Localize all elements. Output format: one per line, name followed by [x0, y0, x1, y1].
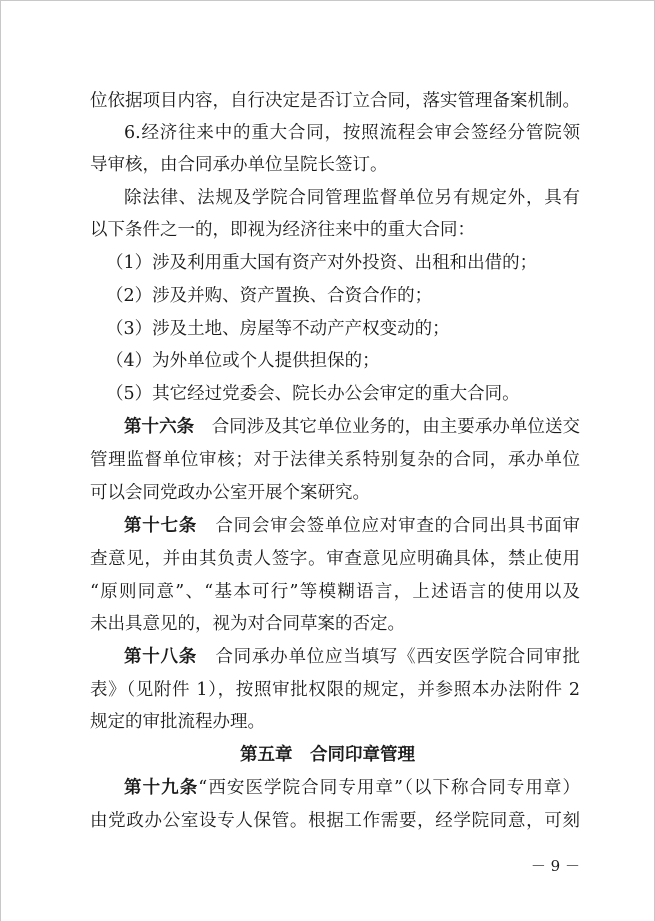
page-number: － 9 － [530, 857, 580, 875]
page-border-left [0, 0, 1, 921]
article-18-line-3: 规定的审批流程办理。 [90, 712, 265, 732]
list-item: （3）涉及土地、房屋等不动产产权变动的； [106, 319, 450, 339]
article-17-line-1 [124, 515, 580, 537]
article-17-line-2: 查意见，并由其负责人签字。审查意见应明确具体，禁止使用 [90, 549, 580, 569]
article-17-label: 第十七条 [124, 516, 198, 536]
article-16-line-2: 管理监督单位审核；对于法律关系特别复杂的合同，承办单位 [90, 450, 580, 470]
article-18-label: 第十八条 [124, 647, 198, 667]
list-item: （1）涉及利用重大国有资产对外投资、出租和出借的； [106, 253, 538, 273]
article-19-line-2: 由党政办公室设专人保管。根据工作需要，经学院同意，可刻 [90, 811, 580, 831]
list-item: （4）为外单位或个人提供担保的； [106, 351, 380, 371]
article-19-label: 第十九条 [124, 778, 199, 798]
list-item: （5）其它经过党委会、院长办公会审定的重大合同。 [106, 384, 520, 404]
article-19-line-1 [124, 777, 580, 799]
article-18-line-2: 表》（见附件 1），按照审批权限的规定，并参照本办法附件 2 [90, 680, 580, 700]
article-16-line-1 [124, 416, 580, 438]
article-18-text: 合同承办单位应当填写《西安医学院合同审批 [215, 647, 581, 667]
article-18-line-1 [124, 646, 580, 668]
item-6-line-2: 导审核，由合同承办单位呈院长签订。 [90, 155, 388, 175]
article-17-line-3: “原则同意”、“基本可行”等模糊语言，上述语言的使用以及 [90, 582, 580, 602]
article-17-line-4: 未出具意见的，视为对合同草案的否定。 [90, 614, 405, 634]
article-19-text: “西安医学院合同专用章”（以下称合同专用章） [198, 778, 580, 798]
article-17-text: 合同会审会签单位应对审查的合同出具书面审 [215, 516, 581, 536]
article-16-line-3: 可以会同党政办公室开展个案研究。 [90, 483, 370, 503]
item-6-line-1: 6.经济往来中的重大合同，按照流程会审会签经分管院领 [124, 123, 580, 143]
paragraph-continuation: 位依据项目内容，自行决定是否订立合同，落实管理备案机制。 [90, 91, 580, 111]
chapter-heading: 第五章 合同印章管理 [240, 745, 415, 765]
article-16-label: 第十六条 [124, 417, 195, 437]
major-contract-line-2: 以下条件之一的，即视为经济往来中的重大合同： [90, 220, 475, 240]
list-item: （2）涉及并购、资产置换、合资合作的； [106, 286, 433, 306]
article-16-text: 合同涉及其它单位业务的，由主要承办单位送交 [211, 417, 581, 437]
page-border-top [0, 0, 655, 1]
major-contract-line-1: 除法律、法规及学院合同管理监督单位另有规定外，具有 [124, 188, 580, 208]
